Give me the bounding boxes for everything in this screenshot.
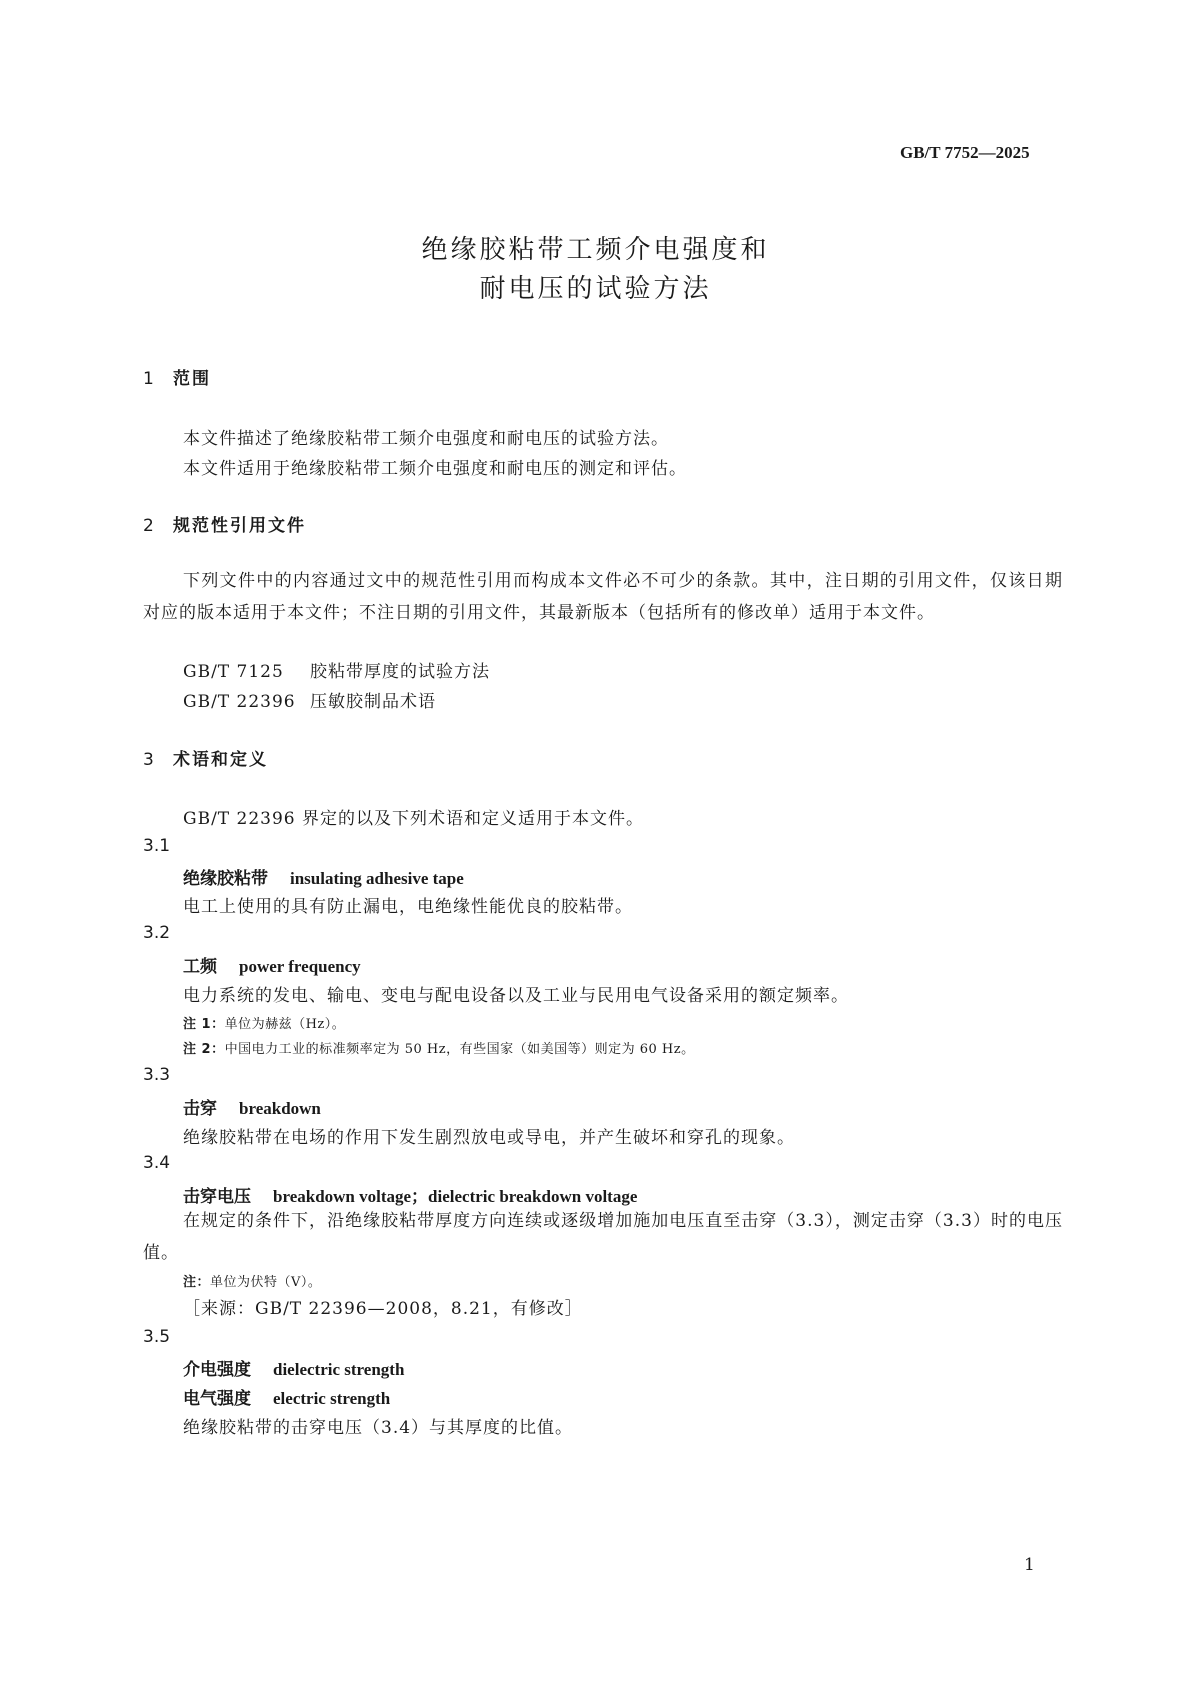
term-zh: 击穿电压 — [183, 1187, 251, 1207]
section-number: 2 — [143, 516, 154, 536]
section-number: 3 — [143, 750, 154, 770]
note-text: 单位为赫兹（Hz）。 — [224, 1017, 346, 1032]
document-title-line2: 耐电压的试验方法 — [479, 274, 712, 304]
term-zh: 绝缘胶粘带 — [183, 869, 268, 889]
note-label: 注 1： — [183, 1017, 225, 1032]
term-en: power frequency — [239, 957, 361, 976]
paragraph: GB/T 22396 界定的以及下列术语和定义适用于本文件。 — [183, 809, 645, 829]
clause-number: 3.4 — [143, 1153, 171, 1173]
term-definition: 绝缘胶粘带的击穿电压（3.4）与其厚度的比值。 — [183, 1418, 574, 1438]
section-label: 范围 — [173, 369, 211, 389]
term-en: breakdown voltage；dielectric breakdown voltage — [273, 1187, 638, 1206]
note-text: 单位为伏特（V）。 — [210, 1275, 322, 1290]
paragraph: 下列文件中的内容通过文中的规范性引用而构成本文件必不可少的条款。其中，注日期的引用文件，仅该日期对应的版本适用于本文件；不注日期的引用文件，其最新版本（包括所有的修改单）适用于本文件。 — [143, 571, 1063, 623]
term-definition: 电工上使用的具有防止漏电，电绝缘性能优良的胶粘带。 — [183, 897, 633, 917]
note-label: 注 2： — [183, 1042, 225, 1057]
clause-number: 3.5 — [143, 1327, 171, 1347]
term-heading — [183, 1182, 637, 1207]
term-heading — [183, 952, 361, 977]
document-title-line1: 绝缘胶粘带工频介电强度和 — [421, 235, 770, 265]
term-heading-alt — [183, 1384, 390, 1409]
term-en: insulating adhesive tape — [290, 869, 464, 888]
term-zh: 介电强度 — [183, 1360, 251, 1380]
term-heading — [183, 1094, 321, 1119]
term-en: breakdown — [239, 1099, 321, 1118]
term-zh: 电气强度 — [183, 1389, 251, 1409]
note — [183, 1013, 345, 1032]
note-text: 中国电力工业的标准频率定为 50 Hz，有些国家（如美国等）则定为 60 Hz。 — [224, 1042, 695, 1057]
reference-code: GB/T 22396 — [183, 692, 296, 712]
reference-title: 胶粘带厚度的试验方法 — [310, 662, 490, 682]
term-zh: 击穿 — [183, 1099, 217, 1119]
clause-number: 3.2 — [143, 923, 171, 943]
reference-item — [183, 657, 490, 682]
paragraph: 本文件适用于绝缘胶粘带工频介电强度和耐电压的测定和评估。 — [183, 459, 687, 479]
clause-number: 3.3 — [143, 1065, 171, 1085]
term-heading — [183, 1355, 404, 1380]
section-label: 规范性引用文件 — [173, 516, 306, 536]
note — [183, 1038, 695, 1057]
standard-number: GB/T 7752—2025 — [900, 143, 1030, 162]
term-definition: 在规定的条件下，沿绝缘胶粘带厚度方向连续或逐级增加施加电压直至击穿（3.3），测定击穿（3.3）时的电压值。 — [143, 1211, 1063, 1263]
section-1-heading — [143, 364, 211, 389]
term-zh: 工频 — [183, 957, 217, 977]
paragraph: 本文件描述了绝缘胶粘带工频介电强度和耐电压的试验方法。 — [183, 429, 669, 449]
term-definition: 电力系统的发电、输电、变电与配电设备以及工业与民用电气设备采用的额定频率。 — [183, 986, 849, 1006]
term-en: dielectric strength — [273, 1360, 405, 1379]
section-label: 术语和定义 — [173, 750, 268, 770]
source-citation: ［来源：GB/T 22396—2008，8.21，有修改］ — [183, 1299, 583, 1319]
page-number: 1 — [1024, 1555, 1035, 1575]
term-definition: 绝缘胶粘带在电场的作用下发生剧烈放电或导电，并产生破坏和穿孔的现象。 — [183, 1128, 795, 1148]
reference-item — [183, 687, 436, 712]
section-2-heading — [143, 511, 306, 536]
term-heading — [183, 864, 464, 889]
reference-title: 压敏胶制品术语 — [310, 692, 436, 712]
term-en: electric strength — [273, 1389, 391, 1408]
clause-number: 3.1 — [143, 836, 171, 856]
note — [183, 1271, 321, 1290]
note-label: 注： — [183, 1275, 211, 1290]
section-3-heading — [143, 745, 268, 770]
section-number: 1 — [143, 369, 154, 389]
reference-code: GB/T 7125 — [183, 662, 284, 682]
